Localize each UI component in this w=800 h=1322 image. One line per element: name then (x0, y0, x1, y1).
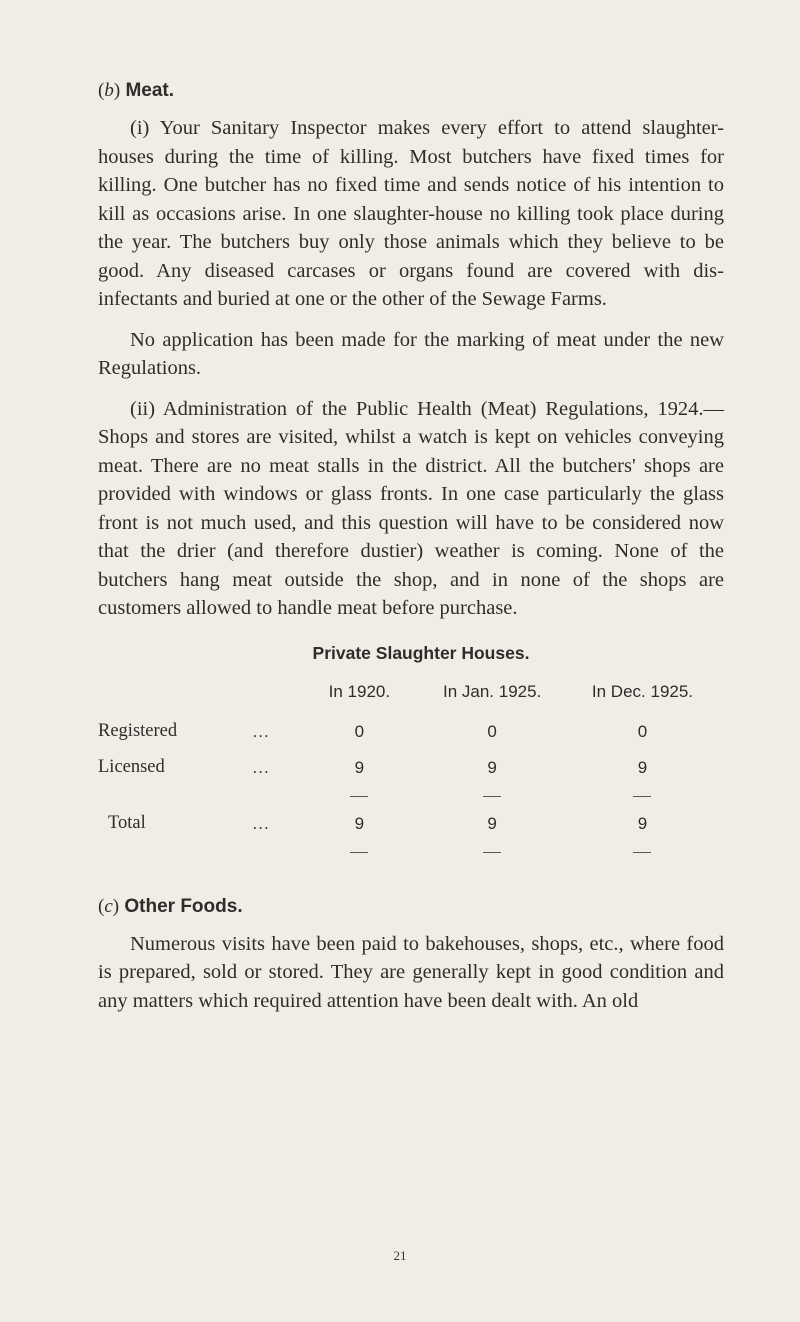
document-page (98, 60, 724, 1027)
paragraph-regulations: (ii) Administration of the Public Health (Meat) Regulations, 1924.—Shops and stores are visited, whilst a watch is kept on vehicles conveying meat. There are no meat stalls in the district. All the butchers' shops are provided with windows or glass fronts. In one case particularly the glass front is not much used, and this question will have to be considered now that the drier (and therefore dustier) weather is coming. None of the butchers hang meat outside the shop, and in none of the shops are customers allowed to handle meat before purchase. (98, 397, 724, 619)
slaughter-houses-table (98, 682, 724, 862)
table-cell: 9 (487, 813, 497, 833)
section-letter: c (104, 895, 113, 917)
leader-dots: ... (252, 813, 270, 833)
heading-paren: ( (98, 895, 105, 917)
table-row-registered (98, 714, 724, 750)
row-label: Total (108, 813, 146, 833)
leader-dots: ... (252, 757, 270, 777)
table-cell: 9 (487, 757, 497, 777)
section-b-title: Meat. (125, 80, 175, 101)
total-rule (350, 852, 368, 853)
header-blank (98, 682, 227, 714)
heading-paren: ) (112, 895, 120, 917)
table-header-row (98, 682, 724, 714)
sum-rule (350, 796, 368, 797)
section-c-heading (98, 896, 724, 918)
sum-rule-row (98, 786, 724, 806)
paragraph-other-foods: Numerous visits have been paid to bakehouses, shops, etc., where food is prepared, sold or stored. They are generally kept in good condition and any matters which required attention have been dealt with. An old (98, 932, 724, 1012)
paragraph-inspector: (i) Your Sanitary Inspector makes every effort to attend slaughter-houses during the time of killing. Most butchers have fixed times for killing. One butcher has no fixed time and sends notice of his intention to kill as occasions arise. In one slaughter-house no killing took place during the year. The butchers buy only those animals which they believe to be good. Any diseased carcases or organs found are covered with dis- infectants and buried at one or the other of the Sewage Farms. (98, 117, 724, 310)
table-row-total (98, 806, 724, 842)
row-label: Licensed (98, 757, 165, 777)
table-cell: 0 (637, 721, 648, 741)
table-title: Private Slaughter Houses. (312, 642, 530, 663)
total-rule-row (98, 842, 724, 862)
sum-rule (633, 796, 651, 797)
header-blank (227, 682, 296, 714)
table-cell: 9 (637, 757, 648, 777)
table-cell: 9 (637, 813, 648, 833)
table-cell: 9 (354, 813, 365, 833)
table-cell: 9 (354, 757, 365, 777)
column-header: In Jan. 1925. (442, 681, 542, 701)
heading-paren: ( (98, 80, 105, 101)
heading-paren: ) (113, 80, 121, 101)
leader-dots: ... (252, 721, 270, 741)
total-rule (633, 852, 651, 853)
table-row-licensed (98, 750, 724, 786)
page-number: 21 (393, 1248, 407, 1263)
paragraph-marking: No application has been made for the marking of meat under the new Regulations. (98, 328, 724, 379)
section-c-title: Other Foods. (124, 895, 243, 917)
column-header: In Dec. 1925. (591, 681, 694, 701)
column-header: In 1920. (328, 681, 391, 701)
total-rule (483, 852, 501, 853)
sum-rule (483, 796, 501, 797)
section-b-heading (98, 80, 724, 102)
table-cell: 0 (354, 721, 365, 741)
section-letter: b (104, 80, 114, 101)
row-label: Registered (98, 721, 178, 741)
table-cell: 0 (487, 721, 497, 741)
